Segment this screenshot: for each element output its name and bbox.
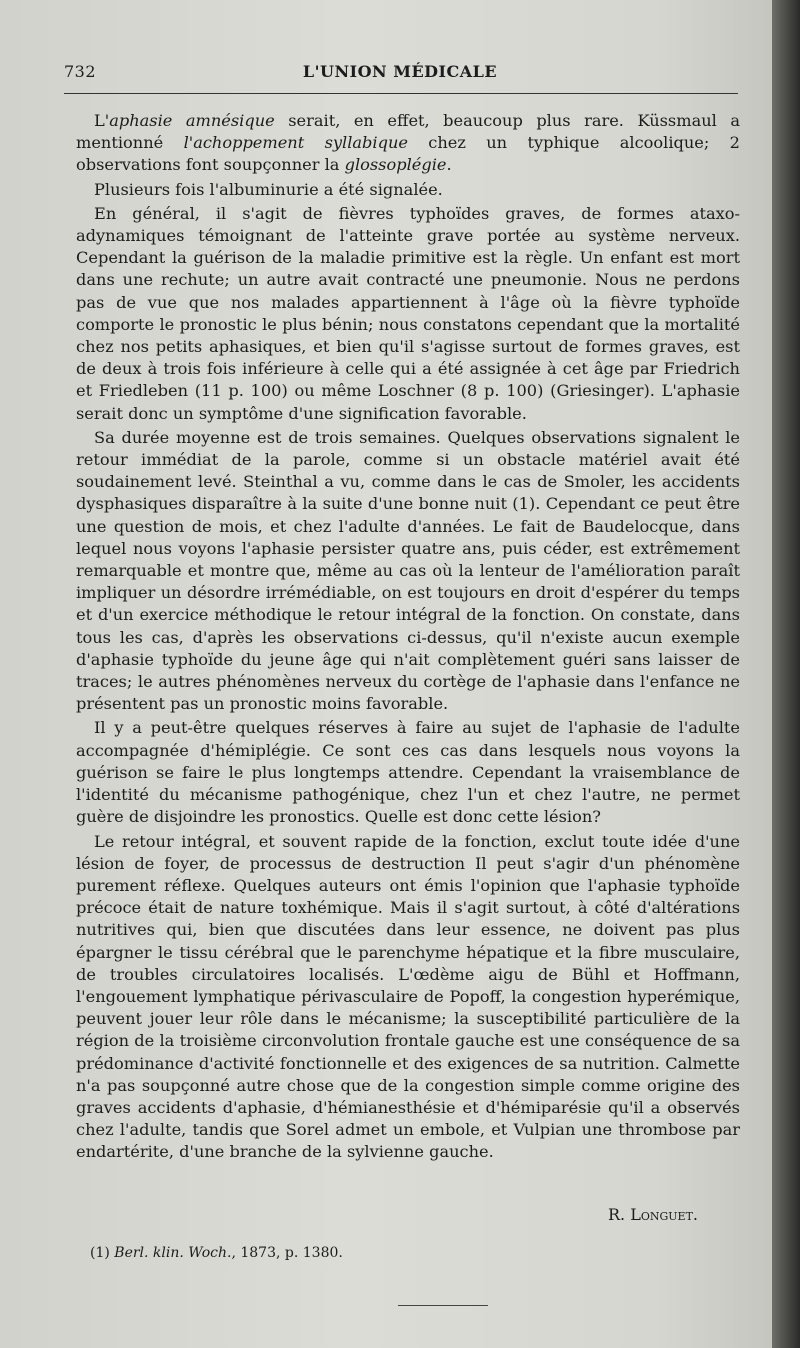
text-run: En général, il s'agit de fièvres typhoïdes graves, de formes ataxo-adynamiques témoignant de l'atteinte grave portée au système nerveux. Cependant la guérison de la maladie primitive est la règle. Un enfant est mort dans une rechute; un autre avait contracté une pneumonie. Nous ne perdons pas de vue que nos malades appartiennent à l'âge où la fièvre typhoïde comporte le pronostic le plus bénin; nous constatons cependant que la mortalité chez nos petits aphasiques, et bien qu'il s'agisse surtout de formes graves, est de deux à trois fois inférieure à celle qui a été assignée à cet âge par Friedrich et Friedleben (11 p. 100) ou même Loschner (8 p. 100) (Griesinger). L'aphasie serait donc un symptôme d'une signification favorable. bbox=[76, 203, 740, 423]
text-run: . bbox=[446, 155, 452, 175]
paragraph bbox=[76, 831, 740, 1164]
paragraph bbox=[76, 110, 740, 177]
footnote bbox=[90, 1245, 730, 1261]
author-name: Longuet. bbox=[630, 1205, 698, 1224]
text-run: serait, en effet, beaucoup plus rare. Küssmaul a mentionné bbox=[76, 111, 740, 153]
text-run: Le retour intégral, et souvent rapide de la fonction, exclut toute idée d'une lésion de foyer, de processus de destruction Il peut s'agir d'un phénomène purement réflexe. Quelques auteurs ont émis l'opinion que l'aphasie typhoïde précoce était de nature toxhémique. Mais il s'agit surtout, à côté d'altérations nutritives qui, bien que discutées dans leur essence, ne doivent pas plus épargner le tissu cérébral que le parenchyme hépatique et la fibre musculaire, de troubles circulatoires localisés. L'œdème aigu de Bühl et Hoffmann, l'engouement lymphatique périvasculaire de Popoff, la congestion hyperémique, peuvent jouer leur rôle dans le mécanisme; la susceptibilité particulière de la région de la troisième circonvolution frontale gauche est une conséquence de sa prédominance d'activité fonctionnelle et des exigences de sa nutrition. Calmette n'a pas soupçonné autre chose que de la congestion simple comme origine des graves accidents d'aphasie, d'hémianesthésie et d'hémiparésie qu'il a observés chez l'adulte, tandis que Sorel admet un embole, et Vulpian une thrombose par endartérite, d'une branche de la sylvienne gauche. bbox=[76, 831, 740, 1162]
text-run: , 1873, p. 1380. bbox=[231, 1245, 343, 1261]
text-run: chez un typhique alcoolique; 2 observations font soupçonner la bbox=[76, 133, 740, 175]
text-run: Sa durée moyenne est de trois semaines. Quelques observations signalent le retour immédiat de la parole, comme si un obstacle matériel avait été soudainement levé. Steinthal a vu, comme dans le cas de Smoler, les accidents dysphasiques disparaître à la suite d'une bonne nuit (1). Cependant ce peut être une question de mois, et chez l'adulte d'années. Le fait de Baudelocque, dans lequel nous voyons l'aphasie persister quatre ans, puis céder, est extrêmement remarquable et montre que, même au cas où la lenteur de l'amélioration paraît impliquer un désordre irrémédiable, on est toujours en droit d'espérer du temps et d'un exercice méthodique le retour intégral de la fonction. On constate, dans tous les cas, d'après les observations ci-dessus, qu'il n'existe aucun exemple d'aphasie typhoïde du jeune âge qui n'ait complètement guéri sans laisser de traces; le autres phénomènes nerveux du cortège de l'aphasie dans l'enfance ne présentent pas un pronostic moins favorable. bbox=[76, 427, 740, 714]
italic-text: l'achoppement syllabique bbox=[183, 133, 408, 153]
paragraph bbox=[76, 179, 740, 201]
paragraph bbox=[76, 203, 740, 425]
scan-edge-shadow bbox=[772, 0, 800, 1348]
italic-text: Berl. klin. Woch. bbox=[114, 1245, 232, 1261]
journal-title: L'UNION MÉDICALE bbox=[302, 62, 498, 81]
paragraph bbox=[76, 427, 740, 716]
author-signature bbox=[76, 1205, 698, 1224]
author-initial: R. bbox=[607, 1205, 626, 1224]
page-number: 732 bbox=[64, 62, 97, 81]
article-body bbox=[76, 110, 740, 1164]
page-header bbox=[64, 62, 736, 88]
italic-text: glossoplégie bbox=[344, 155, 447, 175]
text-run: (1) bbox=[90, 1245, 115, 1261]
text-run: L' bbox=[94, 111, 110, 130]
italic-text: aphasie amnésique bbox=[109, 111, 275, 130]
text-run: Plusieurs fois l'albuminurie a été signalée. bbox=[94, 179, 443, 199]
footer-rule bbox=[398, 1305, 488, 1306]
text-run: Il y a peut-être quelques réserves à faire au sujet de l'aphasie de l'adulte accompagnée d'hémiplégie. Ce sont ces cas dans lesquels nous voyons la guérison se faire le plus longtemps attendre. Cependant la vraisemblance de l'identité du mécanisme pathogénique, chez l'un et chez l'autre, ne permet guère de disjoindre les pronostics. Quelle est donc cette lésion? bbox=[76, 718, 740, 827]
header-rule bbox=[64, 93, 738, 94]
paragraph bbox=[76, 717, 740, 828]
